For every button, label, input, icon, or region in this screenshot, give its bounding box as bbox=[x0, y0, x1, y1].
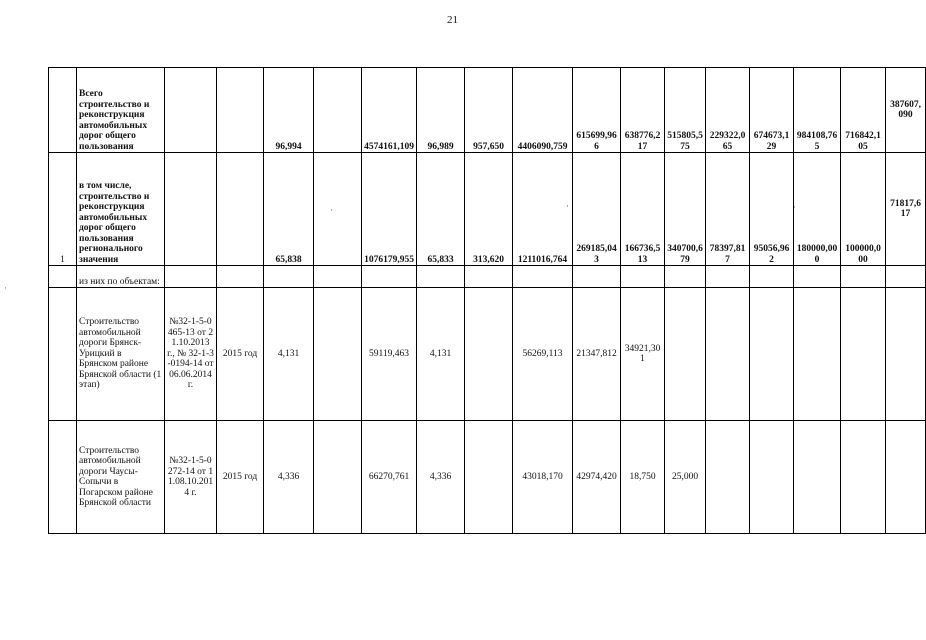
table-cell bbox=[314, 266, 362, 288]
scan-speck: · bbox=[566, 201, 569, 211]
table-cell: Всего строительство и реконструкция автомобильных дорог общего пользования bbox=[77, 68, 165, 153]
table-cell bbox=[886, 288, 926, 421]
table-cell: 21347,812 bbox=[573, 288, 621, 421]
scan-speck: · bbox=[4, 283, 7, 293]
budget-table-wrapper bbox=[48, 67, 921, 534]
table-cell bbox=[886, 266, 926, 288]
table-cell: 716842,105 bbox=[841, 68, 886, 153]
table-cell bbox=[417, 266, 465, 288]
table-cell: 1076179,955 bbox=[362, 153, 417, 266]
table-cell bbox=[794, 266, 841, 288]
table-cell: 387607,090 bbox=[886, 68, 926, 153]
table-row bbox=[49, 288, 926, 421]
table-cell bbox=[573, 266, 621, 288]
table-cell bbox=[750, 421, 794, 534]
table-cell: Строительство автомобильной дороги Чаусы-Сопычи в Погарском районе Брянской области bbox=[77, 421, 165, 534]
table-cell bbox=[49, 421, 77, 534]
table-cell bbox=[886, 421, 926, 534]
table-cell bbox=[706, 421, 750, 534]
table-cell bbox=[841, 421, 886, 534]
table-cell: 100000,000 bbox=[841, 153, 886, 266]
table-row bbox=[49, 421, 926, 534]
table-cell: 4,131 bbox=[417, 288, 465, 421]
table-cell: 65,838 bbox=[264, 153, 314, 266]
table-cell: 4,336 bbox=[417, 421, 465, 534]
table-cell bbox=[621, 266, 665, 288]
table-row bbox=[49, 68, 926, 153]
table-cell bbox=[841, 266, 886, 288]
table-cell: 4,131 bbox=[264, 288, 314, 421]
table-cell bbox=[750, 288, 794, 421]
table-cell bbox=[841, 288, 886, 421]
table-cell: 95056,962 bbox=[750, 153, 794, 266]
table-cell bbox=[165, 266, 217, 288]
table-cell: 615699,966 bbox=[573, 68, 621, 153]
table-cell: в том числе, строительство и реконструкция автомобильных дорог общего пользования регионального значения bbox=[77, 153, 165, 266]
table-cell: 674673,129 bbox=[750, 68, 794, 153]
table-cell bbox=[217, 266, 264, 288]
table-cell bbox=[314, 68, 362, 153]
table-cell bbox=[49, 68, 77, 153]
table-cell: Строительство автомобильной дороги Брянск-Урицкий в Брянском районе Брянской области (1 этап) bbox=[77, 288, 165, 421]
table-cell bbox=[665, 266, 706, 288]
table-cell: 269185,043 bbox=[573, 153, 621, 266]
table-cell: 66270,761 bbox=[362, 421, 417, 534]
table-cell bbox=[264, 266, 314, 288]
table-cell: 180000,000 bbox=[794, 153, 841, 266]
table-cell bbox=[165, 153, 217, 266]
table-cell: 4574161,109 bbox=[362, 68, 417, 153]
table-cell bbox=[513, 266, 573, 288]
table-cell: 229322,065 bbox=[706, 68, 750, 153]
table-cell bbox=[49, 266, 77, 288]
table-cell: №32-1-5-0465-13 от 21.10.2013 г., № 32-1-3-0194-14 от 06.06.2014 г. bbox=[165, 288, 217, 421]
table-cell: 1 bbox=[49, 153, 77, 266]
table-cell: 43018,170 bbox=[513, 421, 573, 534]
table-cell: 4406090,759 bbox=[513, 68, 573, 153]
table-cell bbox=[465, 288, 513, 421]
table-cell: №32-1-5-0272-14 от 11.08.10.2014 г. bbox=[165, 421, 217, 534]
table-cell: 18,750 bbox=[621, 421, 665, 534]
scan-speck: · bbox=[330, 205, 333, 215]
table-cell: 34921,301 bbox=[621, 288, 665, 421]
table-cell: из них по объектам: bbox=[77, 266, 165, 288]
table-cell bbox=[465, 421, 513, 534]
table-cell: 2015 год bbox=[217, 421, 264, 534]
table-row bbox=[49, 266, 926, 288]
table-cell: 42974,420 bbox=[573, 421, 621, 534]
table-cell: 78397,817 bbox=[706, 153, 750, 266]
table-cell: 4,336 bbox=[264, 421, 314, 534]
table-cell: 25,000 bbox=[665, 421, 706, 534]
table-cell: 65,833 bbox=[417, 153, 465, 266]
budget-table bbox=[48, 67, 926, 534]
table-cell bbox=[465, 266, 513, 288]
table-cell: 313,620 bbox=[465, 153, 513, 266]
table-cell: 59119,463 bbox=[362, 288, 417, 421]
table-cell bbox=[794, 288, 841, 421]
table-cell bbox=[665, 288, 706, 421]
table-cell: 166736,513 bbox=[621, 153, 665, 266]
table-cell: 984108,765 bbox=[794, 68, 841, 153]
table-cell bbox=[362, 266, 417, 288]
table-cell bbox=[706, 288, 750, 421]
table-cell: 71817,617 bbox=[886, 153, 926, 266]
table-cell bbox=[314, 421, 362, 534]
table-cell bbox=[750, 266, 794, 288]
scan-speck: · bbox=[793, 202, 796, 212]
table-cell bbox=[49, 288, 77, 421]
table-cell: 1211016,764 bbox=[513, 153, 573, 266]
table-cell: 96,994 bbox=[264, 68, 314, 153]
page-number: 21 bbox=[447, 14, 458, 26]
table-cell bbox=[794, 421, 841, 534]
table-cell: 957,650 bbox=[465, 68, 513, 153]
table-cell: 96,989 bbox=[417, 68, 465, 153]
table-cell bbox=[314, 288, 362, 421]
table-cell bbox=[314, 153, 362, 266]
table-cell bbox=[217, 153, 264, 266]
table-cell: 340700,679 bbox=[665, 153, 706, 266]
table-cell bbox=[706, 266, 750, 288]
table-cell: 515805,575 bbox=[665, 68, 706, 153]
table-cell: 2015 год bbox=[217, 288, 264, 421]
table-cell bbox=[165, 68, 217, 153]
table-cell bbox=[217, 68, 264, 153]
table-cell: 638776,217 bbox=[621, 68, 665, 153]
table-cell: 56269,113 bbox=[513, 288, 573, 421]
